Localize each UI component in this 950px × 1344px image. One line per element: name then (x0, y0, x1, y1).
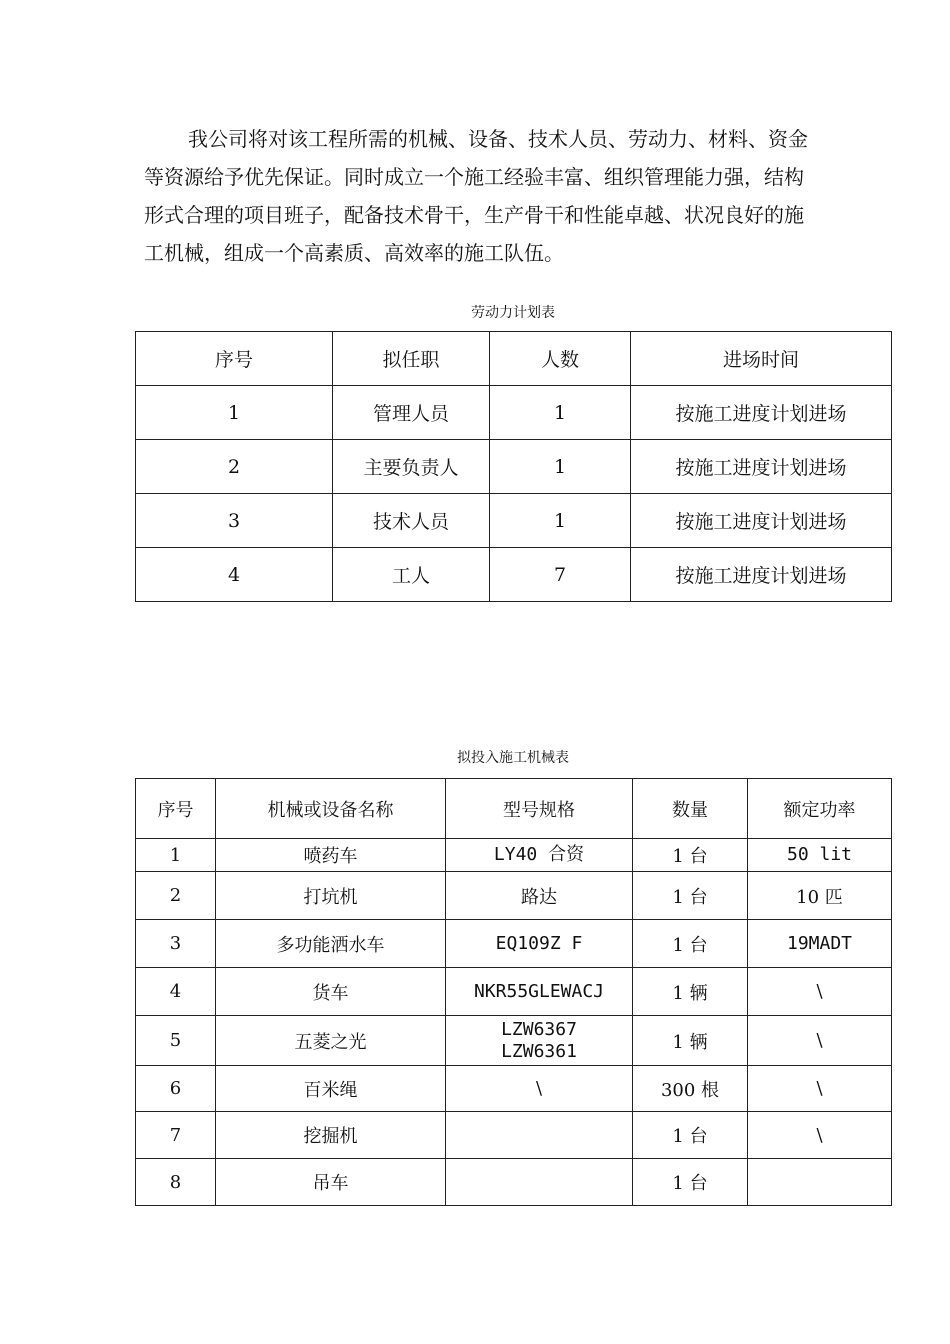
machine-table-caption: 拟投入施工机械表 (457, 750, 569, 766)
table-row (136, 920, 892, 968)
table-cell: 1 台 (633, 839, 748, 872)
table-cell: 主要负责人 (333, 440, 490, 494)
header-cell: 序号 (136, 332, 333, 386)
table-cell: 按施工进度计划进场 (631, 548, 892, 602)
table-cell: 按施工进度计划进场 (631, 440, 892, 494)
table-cell: 1 (136, 839, 216, 872)
table-row (136, 548, 892, 602)
header-cell: 型号规格 (446, 779, 633, 839)
table-cell: 技术人员 (333, 494, 490, 548)
table-cell: 1 (490, 494, 631, 548)
table-cell: EQ109Z F (446, 920, 633, 968)
table-cell: 6 (136, 1066, 216, 1112)
table-cell: 多功能洒水车 (216, 920, 446, 968)
table-cell: 管理人员 (333, 386, 490, 440)
table-cell: 1 辆 (633, 1016, 748, 1066)
table-cell: \ (748, 1016, 892, 1066)
table-cell: 路达 (446, 872, 633, 920)
table-cell: 1 辆 (633, 968, 748, 1016)
table-cell: 300 根 (633, 1066, 748, 1112)
labor-plan-table (135, 331, 892, 602)
machinery-table (135, 778, 892, 1206)
table-row (136, 872, 892, 920)
table-row (136, 1112, 892, 1159)
table-row (136, 1159, 892, 1206)
table-cell: 3 (136, 494, 333, 548)
table-cell: 1 台 (633, 920, 748, 968)
table-cell: 1 台 (633, 872, 748, 920)
table-cell: 10 匹 (748, 872, 892, 920)
intro-paragraph-text: 我公司将对该工程所需的机械、设备、技术人员、劳动力、材料、资金等资源给予优先保证。同时成立一个施工经验丰富、组织管理能力强，结构形式合理的项目班子，配备技术骨干，生产骨干和性能卓越、状况良好的施工机械，组成一个高素质、高效率的施工队伍。 (144, 127, 808, 265)
table-cell: \ (748, 1066, 892, 1112)
table-cell: 50 lit (748, 839, 892, 872)
table-cell: 吊车 (216, 1159, 446, 1206)
header-cell: 人数 (490, 332, 631, 386)
table-cell: 2 (136, 440, 333, 494)
table-cell: 喷药车 (216, 839, 446, 872)
header-cell: 进场时间 (631, 332, 892, 386)
table-row (136, 440, 892, 494)
table-cell: 4 (136, 548, 333, 602)
table-cell (446, 1159, 633, 1206)
table-cell: 打坑机 (216, 872, 446, 920)
table-cell: 19MADT (748, 920, 892, 968)
table-cell: 五菱之光 (216, 1016, 446, 1066)
table-cell: 4 (136, 968, 216, 1016)
table-cell: 货车 (216, 968, 446, 1016)
table-cell: 5 (136, 1016, 216, 1066)
table-header-row (136, 332, 892, 386)
table-cell: 1 (490, 440, 631, 494)
table-cell (748, 1159, 892, 1206)
table-row (136, 1066, 892, 1112)
table-cell: 按施工进度计划进场 (631, 494, 892, 548)
table-cell: \ (446, 1066, 633, 1112)
header-cell: 机械或设备名称 (216, 779, 446, 839)
table-cell: 3 (136, 920, 216, 968)
table-cell: 百米绳 (216, 1066, 446, 1112)
table-cell: \ (748, 968, 892, 1016)
table-cell: 1 台 (633, 1112, 748, 1159)
table-row (136, 494, 892, 548)
table-cell (446, 1112, 633, 1159)
table-cell: 工人 (333, 548, 490, 602)
table-header-row (136, 779, 892, 839)
table-cell: NKR55GLEWACJ (446, 968, 633, 1016)
header-cell: 额定功率 (748, 779, 892, 839)
table-cell: 8 (136, 1159, 216, 1206)
table-cell: 1 台 (633, 1159, 748, 1206)
table-cell: 7 (490, 548, 631, 602)
table-cell: 1 (490, 386, 631, 440)
table-cell: 按施工进度计划进场 (631, 386, 892, 440)
header-cell: 拟任职 (333, 332, 490, 386)
intro-paragraph (144, 120, 816, 272)
table-cell: \ (748, 1112, 892, 1159)
table-cell: 1 (136, 386, 333, 440)
header-cell: 序号 (136, 779, 216, 839)
table-cell: LZW6367 LZW6361 (446, 1016, 633, 1066)
table-cell: 挖掘机 (216, 1112, 446, 1159)
table-row (136, 1016, 892, 1066)
table-cell: 7 (136, 1112, 216, 1159)
table-row (136, 968, 892, 1016)
table-cell: LY40 合资 (446, 839, 633, 872)
table-cell: 2 (136, 872, 216, 920)
labor-table-caption: 劳动力计划表 (471, 305, 555, 321)
header-cell: 数量 (633, 779, 748, 839)
table-row (136, 386, 892, 440)
table-row (136, 839, 892, 872)
